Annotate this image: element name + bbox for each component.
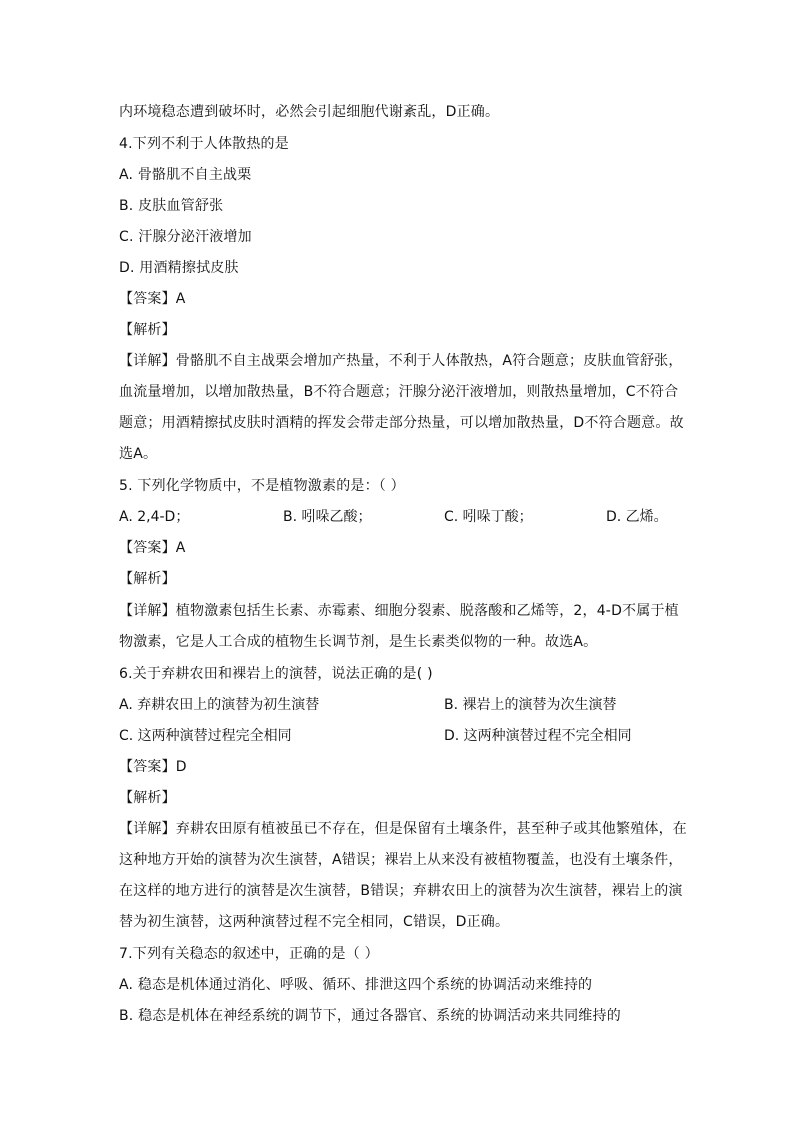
question-4-option-c: C. 汗腺分泌汗液增加	[119, 229, 252, 245]
question-5-stem: 5. 下列化学物质中，不是植物激素的是：（ ）	[119, 478, 405, 494]
question-4-option-b: B. 皮肤血管舒张	[119, 198, 224, 214]
question-7-option-b: B. 稳态是机体在神经系统的调节下，通过各器官、系统的协调活动来共同维持的	[119, 1008, 621, 1024]
explanation-4-line: 血流量增加，以增加散热量，B不符合题意；汗腺分泌汗液增加，则散热量增加，C不符合	[119, 384, 679, 400]
explanation-6-line: 这种地方开始的演替为次生演替，A错误；裸岩上从来没有被植物覆盖，也没有土壤条件，	[119, 852, 683, 868]
question-6-option-b: B. 裸岩上的演替为次生演替	[444, 697, 617, 713]
question-6-option-c: C. 这两种演替过程完全相同	[119, 728, 292, 744]
explanation-5-line: 【详解】植物激素包括生长素、赤霉素、细胞分裂素、脱落酸和乙烯等，2，4-D不属于植	[119, 603, 679, 619]
question-5-option-d: D. 乙烯。	[606, 509, 668, 525]
analysis-5-heading: 【解析】	[119, 571, 176, 587]
explanation-6-line: 在这样的地方进行的演替是次生演替，B错误；弃耕农田上的演替为次生演替，裸岩上的演	[119, 883, 683, 899]
question-5-option-c: C. 吲哚丁酸；	[444, 509, 533, 525]
explanation-6-line: 【详解】弃耕农田原有植被虽已不存在，但是保留有土壤条件，甚至种子或其他繁殖体，在	[119, 821, 687, 837]
question-7-stem: 7.下列有关稳态的叙述中，正确的是（ ）	[119, 946, 379, 962]
question-7-option-a: A. 稳态是机体通过消化、呼吸、循环、排泄这四个系统的协调活动来维持的	[119, 977, 593, 993]
answer-5: 【答案】A	[119, 540, 186, 556]
explanation-4-line: 【详解】骨骼肌不自主战栗会增加产热量，不利于人体散热，A符合题意；皮肤血管舒张，	[119, 353, 683, 369]
analysis-4-heading: 【解析】	[119, 322, 176, 338]
question-5-option-b: B. 吲哚乙酸；	[283, 509, 372, 525]
question-4-option-d: D. 用酒精擦拭皮肤	[119, 260, 239, 276]
explanation-6-line: 替为初生演替，这两种演替过程不完全相同，C错误，D正确。	[119, 914, 510, 930]
analysis-6-heading: 【解析】	[119, 790, 176, 806]
explanation-4-line: 题意；用酒精擦拭皮肤时酒精的挥发会带走部分热量，可以增加散热量，D不符合题意。故	[119, 415, 684, 431]
question-5-option-a: A. 2,4-D；	[119, 509, 190, 525]
explanation-4-line: 选A。	[119, 446, 158, 462]
answer-4: 【答案】A	[119, 291, 186, 307]
question-4-stem: 4.下列不利于人体散热的是	[119, 136, 289, 152]
paragraph-line: 内环境稳态遭到破坏时，必然会引起细胞代谢紊乱，D正确。	[119, 104, 500, 120]
explanation-5-line: 物激素，它是人工合成的植物生长调节剂，是生长素类似物的一种。故选A。	[119, 634, 598, 650]
answer-6: 【答案】D	[119, 759, 187, 775]
question-4-option-a: A. 骨骼肌不自主战栗	[119, 167, 252, 183]
question-6-option-a: A. 弃耕农田上的演替为初生演替	[119, 697, 320, 713]
question-6-stem: 6.关于弃耕农田和裸岩上的演替，说法正确的是( )	[119, 666, 433, 682]
question-6-option-d: D. 这两种演替过程不完全相同	[444, 728, 632, 744]
